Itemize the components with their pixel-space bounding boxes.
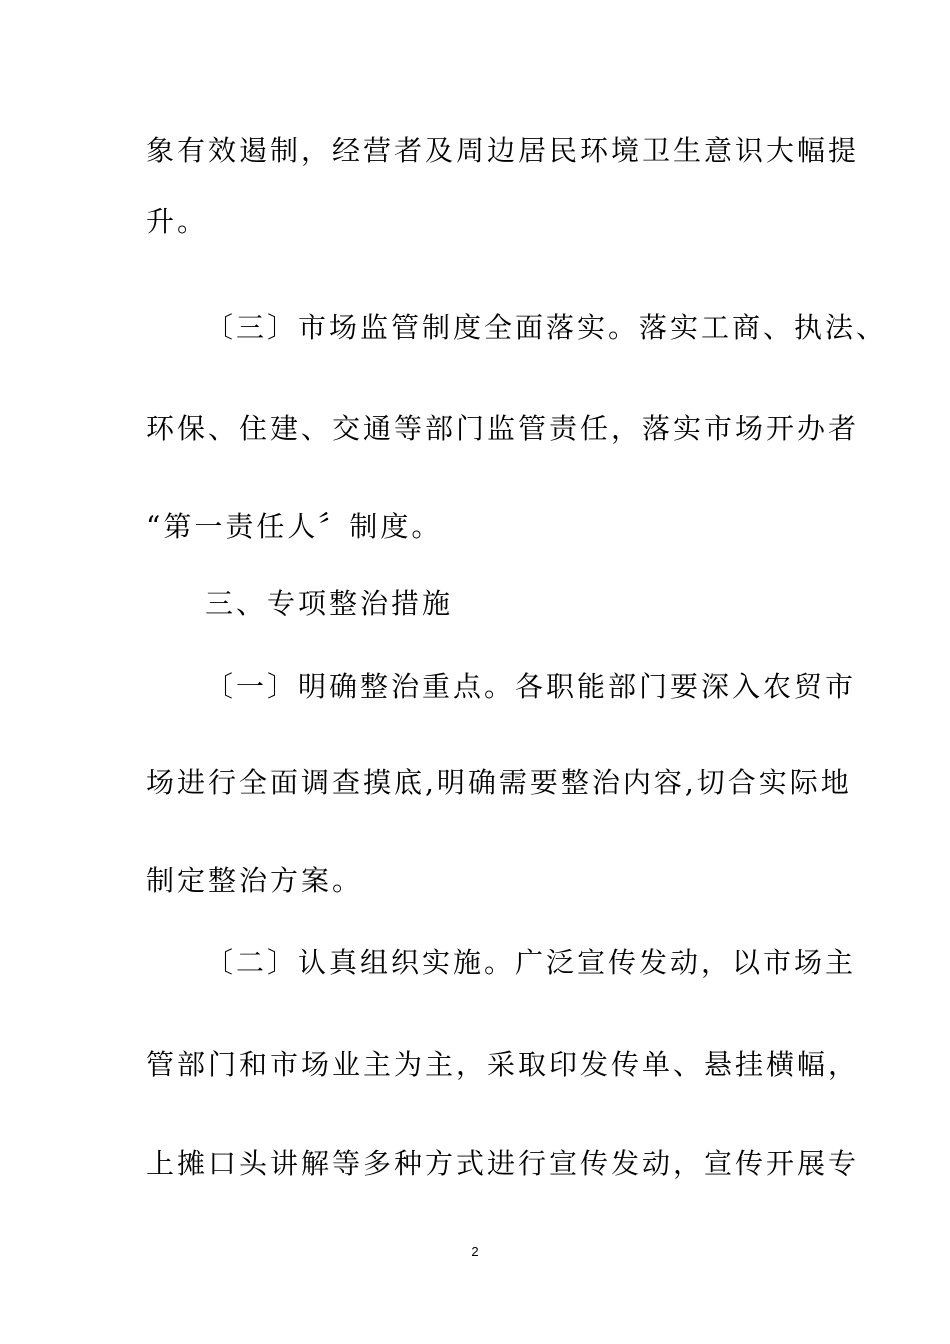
paragraph-line: 升。 — [146, 205, 209, 238]
paragraph-line: 上摊口头讲解等多种方式进行宣传发动，宣传开展专 — [146, 1147, 860, 1180]
paragraph-line: 环保、住建、交通等部门监管责任，落实市场开办者 — [146, 412, 860, 445]
paragraph-line: 〔一〕明确整治重点。各职能部门要深入农贸市 — [205, 670, 857, 703]
paragraph-line: 管部门和市场业主为主，采取印发传单、悬挂横幅， — [146, 1048, 860, 1081]
paragraph-line: 〔二〕认真组织实施。广泛宣传发动，以市场主 — [205, 946, 857, 979]
paragraph-line: “第一责任人〞制度。 — [146, 510, 443, 543]
paragraph-line: 场进行全面调查摸底,明确需要整治内容,切合实际地 — [146, 766, 852, 799]
paragraph-line: 象有效遏制，经营者及周边居民环境卫生意识大幅提 — [146, 134, 860, 167]
paragraph-line: 〔三〕市场监管制度全面落实。落实工商、执法、 — [205, 311, 888, 344]
paragraph-line: 制定整治方案。 — [146, 864, 364, 897]
page-number: 2 — [471, 1244, 479, 1259]
section-heading: 三、专项整治措施 — [205, 587, 454, 620]
